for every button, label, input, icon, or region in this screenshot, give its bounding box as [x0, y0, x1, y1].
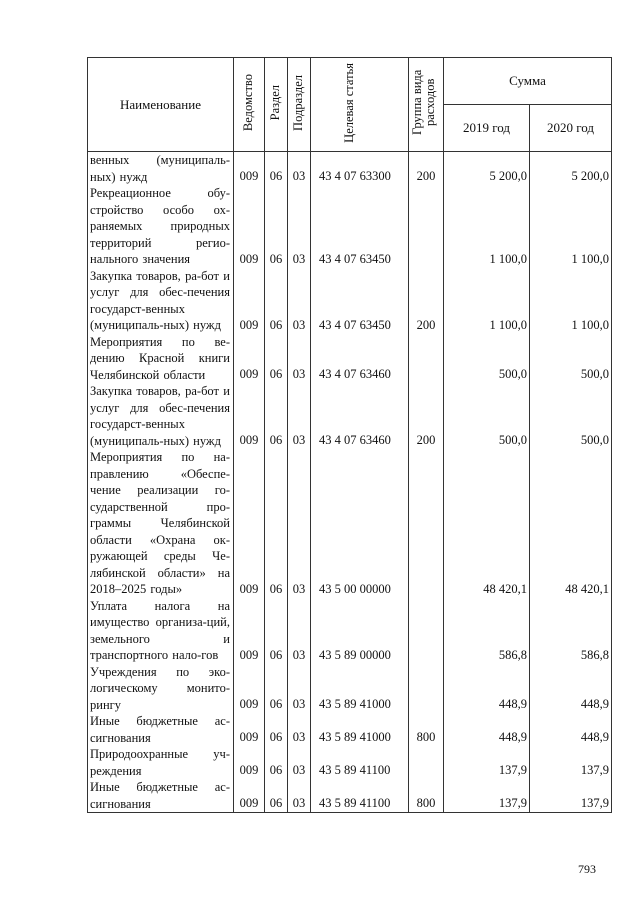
row-razdel-cell: 06 — [265, 713, 288, 746]
row-sum-2019-cell: 448,9 — [444, 713, 530, 746]
header-group: Группа вида расходов — [409, 58, 444, 152]
row-razdel-cell: 06 — [265, 383, 288, 449]
row-razdel-cell: 06 — [265, 449, 288, 598]
row-podrazdel-cell: 03 — [288, 152, 311, 186]
row-razdel-cell: 06 — [265, 152, 288, 186]
header-vedomstvo: Ведомство — [234, 58, 265, 152]
row-vedomstvo-cell: 009 — [234, 713, 265, 746]
row-sum-2020-cell: 586,8 — [530, 598, 612, 664]
row-group-cell — [409, 185, 444, 268]
row-sum-2020-cell: 500,0 — [530, 334, 612, 384]
row-razdel-cell: 06 — [265, 185, 288, 268]
row-sum-2019-cell: 137,9 — [444, 746, 530, 779]
row-podrazdel-cell: 03 — [288, 664, 311, 714]
row-target-cell: 43 4 07 63450 — [311, 268, 409, 334]
table-row — [88, 383, 612, 449]
row-name-cell: Рекреационное обу-стройство особо ох-раняемых природных территорий регио-нального значения — [88, 185, 234, 268]
row-name-cell: Иные бюджетные ас-сигнования — [88, 713, 234, 746]
table-row — [88, 598, 612, 664]
table-row — [88, 779, 612, 813]
table-row — [88, 746, 612, 779]
row-razdel-cell: 06 — [265, 779, 288, 813]
row-group-cell: 200 — [409, 383, 444, 449]
row-vedomstvo-cell: 009 — [234, 152, 265, 186]
row-name-cell: Закупка товаров, ра-бот и услуг для обес-печения государст-венных (муниципаль-ных) нужд — [88, 268, 234, 334]
row-group-cell: 800 — [409, 779, 444, 813]
row-group-cell: 800 — [409, 713, 444, 746]
row-target-cell: 43 5 89 41100 — [311, 746, 409, 779]
header-year-2020: 2020 год — [530, 105, 612, 152]
table-row — [88, 268, 612, 334]
row-name-cell: Мероприятия по ве-дению Красной книги Челябинской области — [88, 334, 234, 384]
row-podrazdel-cell: 03 — [288, 713, 311, 746]
row-vedomstvo-cell: 009 — [234, 268, 265, 334]
row-name-cell: Уплата налога на имущество организа-ций, земельного и транспортного нало-гов — [88, 598, 234, 664]
table-row — [88, 713, 612, 746]
page-number: 793 — [578, 862, 596, 876]
row-vedomstvo-cell: 009 — [234, 449, 265, 598]
row-name-cell: Мероприятия по на-правлению «Обеспе-чение реализации го-сударственной про-граммы Челябинской области «Охрана ок-ружающей среды Че-лябинской области» на 2018–2025 годы» — [88, 449, 234, 598]
row-group-cell: 200 — [409, 152, 444, 186]
row-sum-2019-cell: 1 100,0 — [444, 185, 530, 268]
row-target-cell: 43 4 07 63450 — [311, 185, 409, 268]
row-vedomstvo-cell: 009 — [234, 185, 265, 268]
row-sum-2020-cell: 448,9 — [530, 713, 612, 746]
table-row — [88, 334, 612, 384]
row-sum-2020-cell: 1 100,0 — [530, 268, 612, 334]
row-group-cell — [409, 449, 444, 598]
header-year-2019: 2019 год — [444, 105, 530, 152]
row-target-cell: 43 5 89 00000 — [311, 598, 409, 664]
row-vedomstvo-cell: 009 — [234, 383, 265, 449]
row-name-cell: Природоохранные уч-реждения — [88, 746, 234, 779]
row-sum-2019-cell: 500,0 — [444, 383, 530, 449]
row-sum-2019-cell: 137,9 — [444, 779, 530, 813]
row-podrazdel-cell: 03 — [288, 383, 311, 449]
row-target-cell: 43 4 07 63300 — [311, 152, 409, 186]
row-target-cell: 43 5 89 41100 — [311, 779, 409, 813]
row-vedomstvo-cell: 009 — [234, 334, 265, 384]
row-sum-2019-cell: 48 420,1 — [444, 449, 530, 598]
row-group-cell — [409, 334, 444, 384]
row-podrazdel-cell: 03 — [288, 449, 311, 598]
row-sum-2020-cell: 1 100,0 — [530, 185, 612, 268]
row-razdel-cell: 06 — [265, 664, 288, 714]
row-target-cell: 43 4 07 63460 — [311, 383, 409, 449]
row-vedomstvo-cell: 009 — [234, 746, 265, 779]
table-row — [88, 152, 612, 186]
row-podrazdel-cell: 03 — [288, 185, 311, 268]
table-row — [88, 185, 612, 268]
row-sum-2019-cell: 500,0 — [444, 334, 530, 384]
row-podrazdel-cell: 03 — [288, 334, 311, 384]
row-podrazdel-cell: 03 — [288, 746, 311, 779]
row-razdel-cell: 06 — [265, 746, 288, 779]
row-group-cell — [409, 598, 444, 664]
row-name-cell: Учреждения по эко-логическому монито-рингу — [88, 664, 234, 714]
table-row — [88, 664, 612, 714]
row-razdel-cell: 06 — [265, 598, 288, 664]
row-name-cell: Закупка товаров, ра-бот и услуг для обес-печения государст-венных (муниципаль-ных) нужд — [88, 383, 234, 449]
row-sum-2019-cell: 448,9 — [444, 664, 530, 714]
row-sum-2020-cell: 137,9 — [530, 779, 612, 813]
budget-table — [87, 57, 612, 813]
row-vedomstvo-cell: 009 — [234, 779, 265, 813]
row-group-cell — [409, 664, 444, 714]
row-vedomstvo-cell: 009 — [234, 664, 265, 714]
row-sum-2020-cell: 5 200,0 — [530, 152, 612, 186]
row-sum-2020-cell: 500,0 — [530, 383, 612, 449]
row-name-cell: Иные бюджетные ас-сигнования — [88, 779, 234, 813]
row-podrazdel-cell: 03 — [288, 268, 311, 334]
header-sum: Сумма — [444, 58, 612, 105]
header-razdel: Раздел — [265, 58, 288, 152]
row-sum-2020-cell: 448,9 — [530, 664, 612, 714]
row-sum-2019-cell: 5 200,0 — [444, 152, 530, 186]
row-razdel-cell: 06 — [265, 268, 288, 334]
table-body — [88, 152, 612, 813]
row-vedomstvo-cell: 009 — [234, 598, 265, 664]
row-sum-2020-cell: 48 420,1 — [530, 449, 612, 598]
row-group-cell — [409, 746, 444, 779]
row-razdel-cell: 06 — [265, 334, 288, 384]
row-target-cell: 43 5 00 00000 — [311, 449, 409, 598]
budget-document — [87, 57, 611, 813]
header-podrazdel: Подраздел — [288, 58, 311, 152]
row-podrazdel-cell: 03 — [288, 598, 311, 664]
table-row — [88, 449, 612, 598]
row-sum-2019-cell: 1 100,0 — [444, 268, 530, 334]
row-target-cell: 43 5 89 41000 — [311, 713, 409, 746]
row-name-cell: венных (муниципаль-ных) нужд — [88, 152, 234, 186]
row-podrazdel-cell: 03 — [288, 779, 311, 813]
table-header — [88, 58, 612, 152]
row-group-cell: 200 — [409, 268, 444, 334]
row-sum-2019-cell: 586,8 — [444, 598, 530, 664]
header-target: Целевая статья — [311, 58, 409, 152]
row-target-cell: 43 4 07 63460 — [311, 334, 409, 384]
row-target-cell: 43 5 89 41000 — [311, 664, 409, 714]
header-name: Наименование — [88, 58, 234, 152]
row-sum-2020-cell: 137,9 — [530, 746, 612, 779]
